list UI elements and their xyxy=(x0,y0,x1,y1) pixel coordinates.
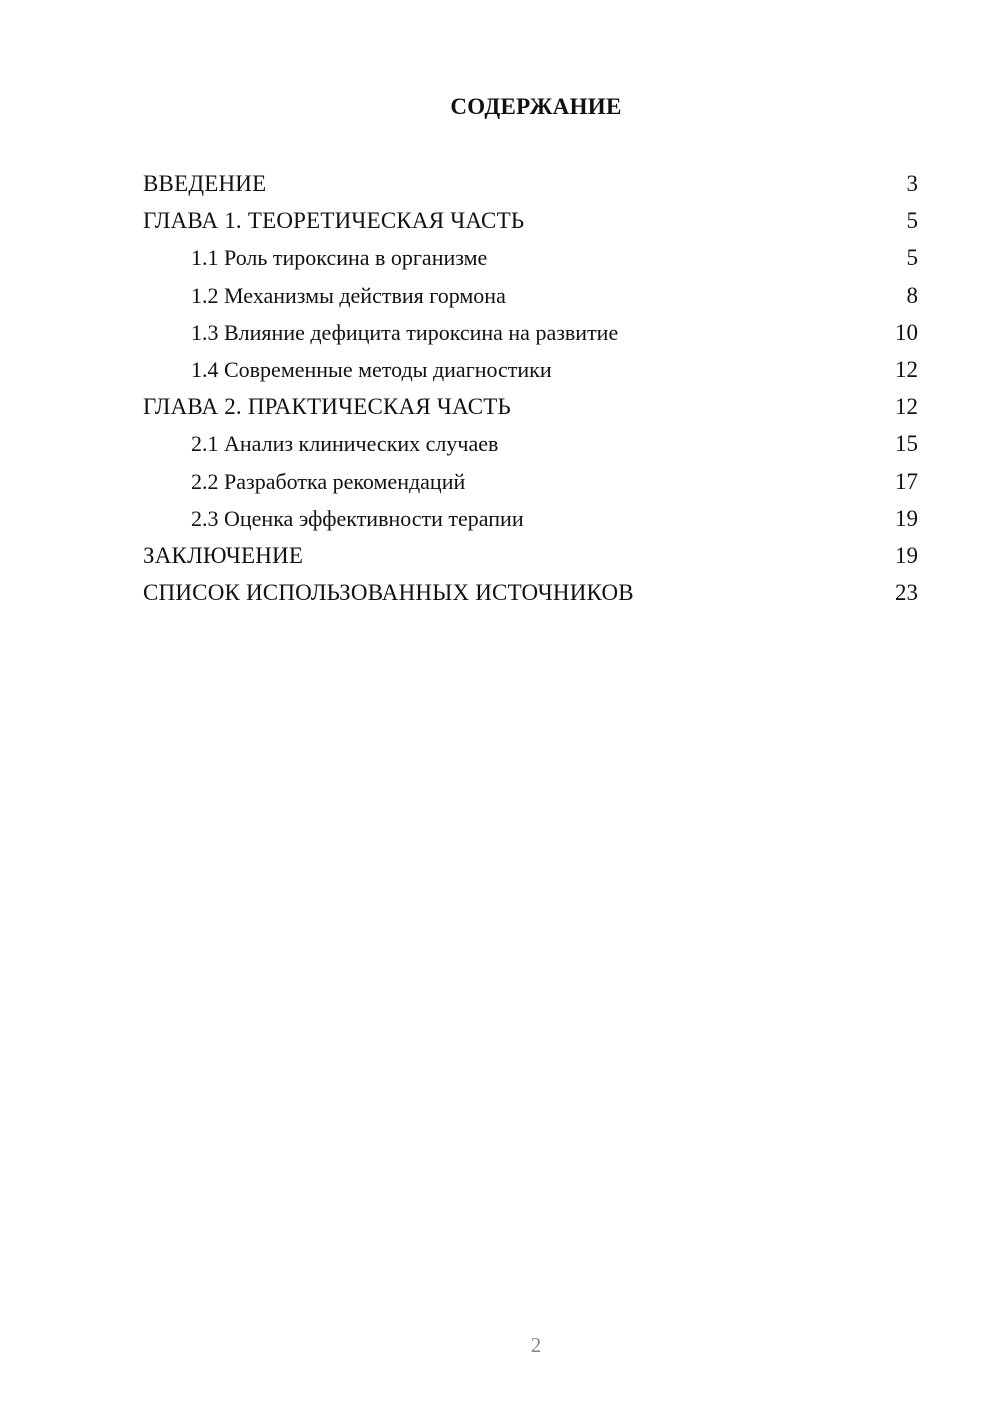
toc-entry xyxy=(143,463,918,500)
table-of-contents xyxy=(143,165,918,611)
toc-entry-page: 19 xyxy=(895,542,918,568)
toc-entry xyxy=(143,202,918,239)
toc-entry-page: 23 xyxy=(895,580,918,606)
toc-entry-label: 2.1 Анализ клинических случаев xyxy=(191,431,499,457)
toc-entry-label: 2.2 Разработка рекомендаций xyxy=(191,468,466,494)
toc-entry-label: 1.2 Механизмы действия гормона xyxy=(191,282,506,308)
toc-entry-label: ГЛАВА 2. ПРАКТИЧЕСКАЯ ЧАСТЬ xyxy=(143,394,511,420)
toc-entry-page: 17 xyxy=(895,468,918,494)
toc-entry xyxy=(143,165,918,202)
toc-entry-label: ЗАКЛЮЧЕНИЕ xyxy=(143,542,304,568)
toc-entry-page: 8 xyxy=(906,282,918,308)
toc-entry xyxy=(143,239,918,276)
toc-entry-label: ВВЕДЕНИЕ xyxy=(143,171,267,196)
toc-entry-page: 12 xyxy=(895,394,918,420)
toc-entry-label: 1.4 Современные методы диагностики xyxy=(191,356,552,382)
toc-entry-label: 1.1 Роль тироксина в организме xyxy=(191,245,488,271)
toc-entry-page: 15 xyxy=(895,431,918,457)
toc-entry-label: 2.3 Оценка эффективности терапии xyxy=(191,505,524,531)
toc-entry-label: 1.3 Влияние дефицита тироксина на развитие xyxy=(191,319,619,345)
toc-entry-page: 3 xyxy=(906,171,918,196)
toc-entry xyxy=(143,574,918,611)
toc-entry-label: ГЛАВА 1. ТЕОРЕТИЧЕСКАЯ ЧАСТЬ xyxy=(143,208,525,234)
toc-title: СОДЕРЖАНИЕ xyxy=(450,94,622,119)
page-number: 2 xyxy=(530,1333,542,1357)
toc-entry xyxy=(143,314,918,351)
toc-entry xyxy=(143,425,918,462)
toc-entry-page: 5 xyxy=(906,245,918,271)
toc-entry-label: СПИСОК ИСПОЛЬЗОВАННЫХ ИСТОЧНИКОВ xyxy=(143,580,634,606)
toc-entry xyxy=(143,351,918,388)
toc-entry xyxy=(143,500,918,537)
toc-entry-page: 10 xyxy=(895,319,918,345)
toc-entry xyxy=(143,277,918,314)
toc-entry xyxy=(143,537,918,574)
toc-entry xyxy=(143,388,918,425)
toc-entry-page: 5 xyxy=(906,208,918,234)
toc-entry-page: 12 xyxy=(895,356,918,382)
toc-entry-page: 19 xyxy=(895,505,918,531)
